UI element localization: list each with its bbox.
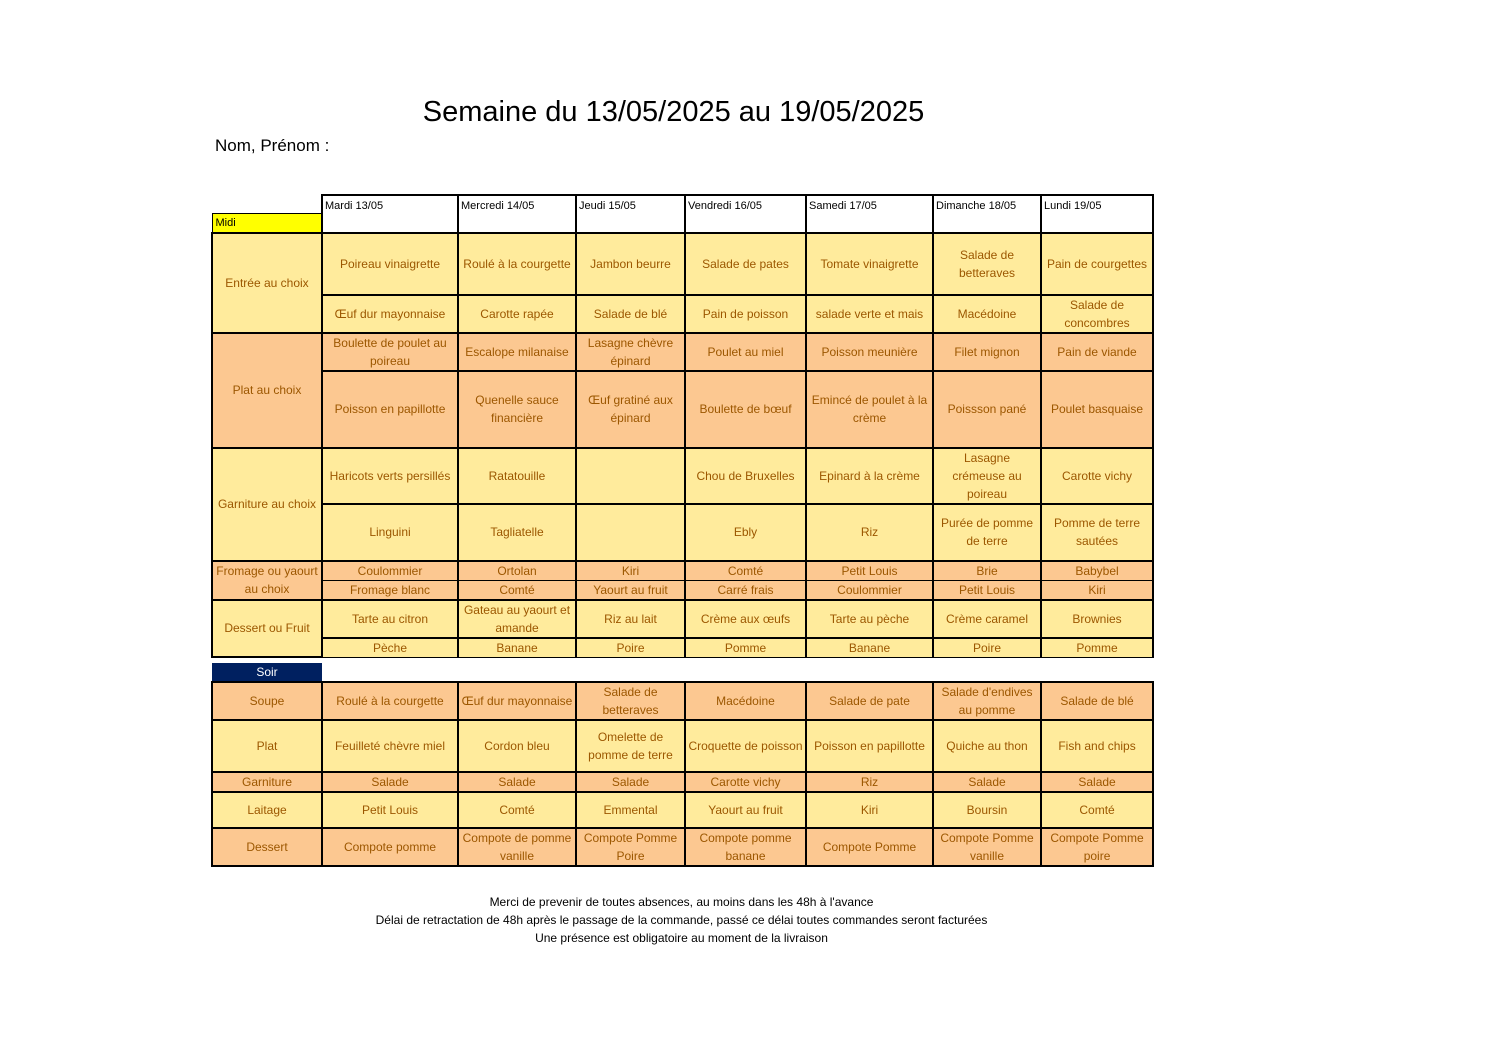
menu-cell: Brownies [1041,600,1153,638]
menu-cell: Salade d'endives au pomme [933,682,1041,720]
menu-cell: Kiri [576,561,685,581]
menu-cell: Quiche au thon [933,720,1041,772]
menu-cell: Tagliatelle [458,504,576,561]
menu-cell: Poire [576,638,685,658]
menu-cell: Tarte au citron [322,600,458,638]
soir-menu-table [211,663,1154,867]
menu-cell: Macédoine [685,682,806,720]
menu-cell: Compote Pomme Poire [576,828,685,866]
menu-cell: Haricots verts persillés [322,448,458,504]
category-dessert-soir: Dessert [212,828,322,866]
menu-cell: Roulé à la courgette [458,233,576,295]
page-title: Semaine du 13/05/2025 au 19/05/2025 [422,96,925,128]
menu-cell: Fromage blanc [322,580,458,600]
footer-note-presence: Une présence est obligatoire au moment de la livraison [535,931,828,945]
soir-label: Soir [212,663,322,682]
menu-cell: Œuf gratiné aux épinard [576,371,685,448]
menu-cell: Lasagne chèvre épinard [576,333,685,371]
menu-cell: Salade [322,772,458,792]
menu-cell: Epinard à la crème [806,448,933,504]
menu-cell: Cordon bleu [458,720,576,772]
menu-cell: Petit Louis [806,561,933,581]
menu-cell: Poisson meunière [806,333,933,371]
menu-cell: Petit Louis [322,792,458,828]
menu-cell: Compote pomme banane [685,828,806,866]
menu-cell: Purée de pomme de terre [933,504,1041,561]
menu-cell: Petit Louis [933,580,1041,600]
menu-cell: Quenelle sauce financière [458,371,576,448]
menu-cell: Lasagne crémeuse au poireau [933,448,1041,504]
menu-cell: Salade [1041,772,1153,792]
menu-cell: Jambon beurre [576,233,685,295]
menu-cell: Compote pomme [322,828,458,866]
menu-cell: Fish and chips [1041,720,1153,772]
midi-menu-table [211,194,1154,658]
category-entree: Entrée au choix [212,233,322,333]
menu-cell: Salade de betteraves [576,682,685,720]
menu-cell: Linguini [322,504,458,561]
menu-cell: Œuf dur mayonnaise [322,295,458,333]
menu-cell: Salade de blé [1041,682,1153,720]
category-laitage: Laitage [212,792,322,828]
menu-cell: Pèche [322,638,458,658]
menu-cell: Salade de betteraves [933,233,1041,295]
menu-cell: Compote de pomme vanille [458,828,576,866]
menu-cell: Pain de poisson [685,295,806,333]
day-header: Jeudi 15/05 [576,195,685,233]
day-header: Lundi 19/05 [1041,195,1153,233]
menu-cell: Poisson en papillotte [322,371,458,448]
menu-cell: Carré frais [685,580,806,600]
menu-cell: Yaourt au fruit [576,580,685,600]
menu-cell: Emmental [576,792,685,828]
menu-cell: Kiri [1041,580,1153,600]
category-plat-soir: Plat [212,720,322,772]
menu-cell: Coulommier [806,580,933,600]
menu-cell: Salade [458,772,576,792]
menu-cell: Croquette de poisson [685,720,806,772]
menu-cell: Salade de blé [576,295,685,333]
menu-cell: salade verte et mais [806,295,933,333]
day-header: Mardi 13/05 [322,195,458,233]
day-header: Dimanche 18/05 [933,195,1041,233]
menu-cell: Boulette de poulet au poireau [322,333,458,371]
menu-cell: Pomme [1041,638,1153,658]
menu-cell: Roulé à la courgette [322,682,458,720]
menu-cell: Salade de pates [685,233,806,295]
menu-cell: Pomme de terre sautées [1041,504,1153,561]
name-label: Nom, Prénom : [215,136,330,155]
menu-cell: Brie [933,561,1041,581]
menu-cell: Salade de concombres [1041,295,1153,333]
menu-cell: Carotte rapée [458,295,576,333]
menu-cell: Carotte vichy [685,772,806,792]
menu-cell: Tarte au pèche [806,600,933,638]
menu-cell: Tomate vinaigrette [806,233,933,295]
category-plat: Plat au choix [212,333,322,448]
menu-cell: Poire [933,638,1041,658]
menu-cell: Crème aux œufs [685,600,806,638]
menu-cell: Ebly [685,504,806,561]
category-garniture-soir: Garniture [212,772,322,792]
menu-cell: Poireau vinaigrette [322,233,458,295]
menu-cell: Banane [458,638,576,658]
menu-cell: Pomme [685,638,806,658]
menu-cell: Compote Pomme [806,828,933,866]
day-header: Vendredi 16/05 [685,195,806,233]
menu-cell: Comté [1041,792,1153,828]
menu-cell [576,504,685,561]
midi-label: Midi [212,213,322,233]
menu-cell: Compote Pomme vanille [933,828,1041,866]
menu-cell: Pain de courgettes [1041,233,1153,295]
footer-note-retractation: Délai de retractation de 48h après le passage de la commande, passé ce délai toutes commandes seront facturées [375,913,988,927]
footer-note-absence: Merci de prevenir de toutes absences, au moins dans les 48h à l'avance [489,895,874,909]
menu-cell: Banane [806,638,933,658]
menu-cell: Riz [806,772,933,792]
header-spacer [212,195,322,213]
menu-cell: Poulet au miel [685,333,806,371]
menu-cell: Œuf dur mayonnaise [458,682,576,720]
menu-cell: Escalope milanaise [458,333,576,371]
menu-cell: Salade [576,772,685,792]
menu-cell [576,448,685,504]
menu-cell: Kiri [806,792,933,828]
menu-cell: Carotte vichy [1041,448,1153,504]
menu-cell: Gateau au yaourt et amande [458,600,576,638]
day-header: Mercredi 14/05 [458,195,576,233]
category-garniture: Garniture au choix [212,448,322,561]
menu-cell: Ortolan [458,561,576,581]
menu-cell: Poulet basquaise [1041,371,1153,448]
category-soupe: Soupe [212,682,322,720]
menu-cell: Compote Pomme poire [1041,828,1153,866]
menu-cell: Crème caramel [933,600,1041,638]
menu-cell: Omelette de pomme de terre [576,720,685,772]
menu-cell: Comté [458,580,576,600]
menu-cell: Pain de viande [1041,333,1153,371]
day-header: Samedi 17/05 [806,195,933,233]
menu-cell: Babybel [1041,561,1153,581]
menu-cell: Comté [458,792,576,828]
soir-header-spacer [322,663,1153,682]
menu-cell: Boulette de bœuf [685,371,806,448]
menu-cell: Emincé de poulet à la crème [806,371,933,448]
category-dessert: Dessert ou Fruit [212,600,322,658]
menu-cell: Poisson en papillotte [806,720,933,772]
menu-cell: Yaourt au fruit [685,792,806,828]
menu-cell: Chou de Bruxelles [685,448,806,504]
menu-cell: Boursin [933,792,1041,828]
menu-cell: Ratatouille [458,448,576,504]
menu-cell: Coulommier [322,561,458,581]
menu-cell: Salade de pate [806,682,933,720]
menu-cell: Macédoine [933,295,1041,333]
category-fromage: Fromage ou yaourt au choix [212,561,322,600]
menu-cell: Riz au lait [576,600,685,638]
menu-cell: Feuilleté chèvre miel [322,720,458,772]
menu-cell: Comté [685,561,806,581]
menu-cell: Riz [806,504,933,561]
menu-cell: Filet mignon [933,333,1041,371]
menu-cell: Salade [933,772,1041,792]
menu-cell: Poissson pané [933,371,1041,448]
